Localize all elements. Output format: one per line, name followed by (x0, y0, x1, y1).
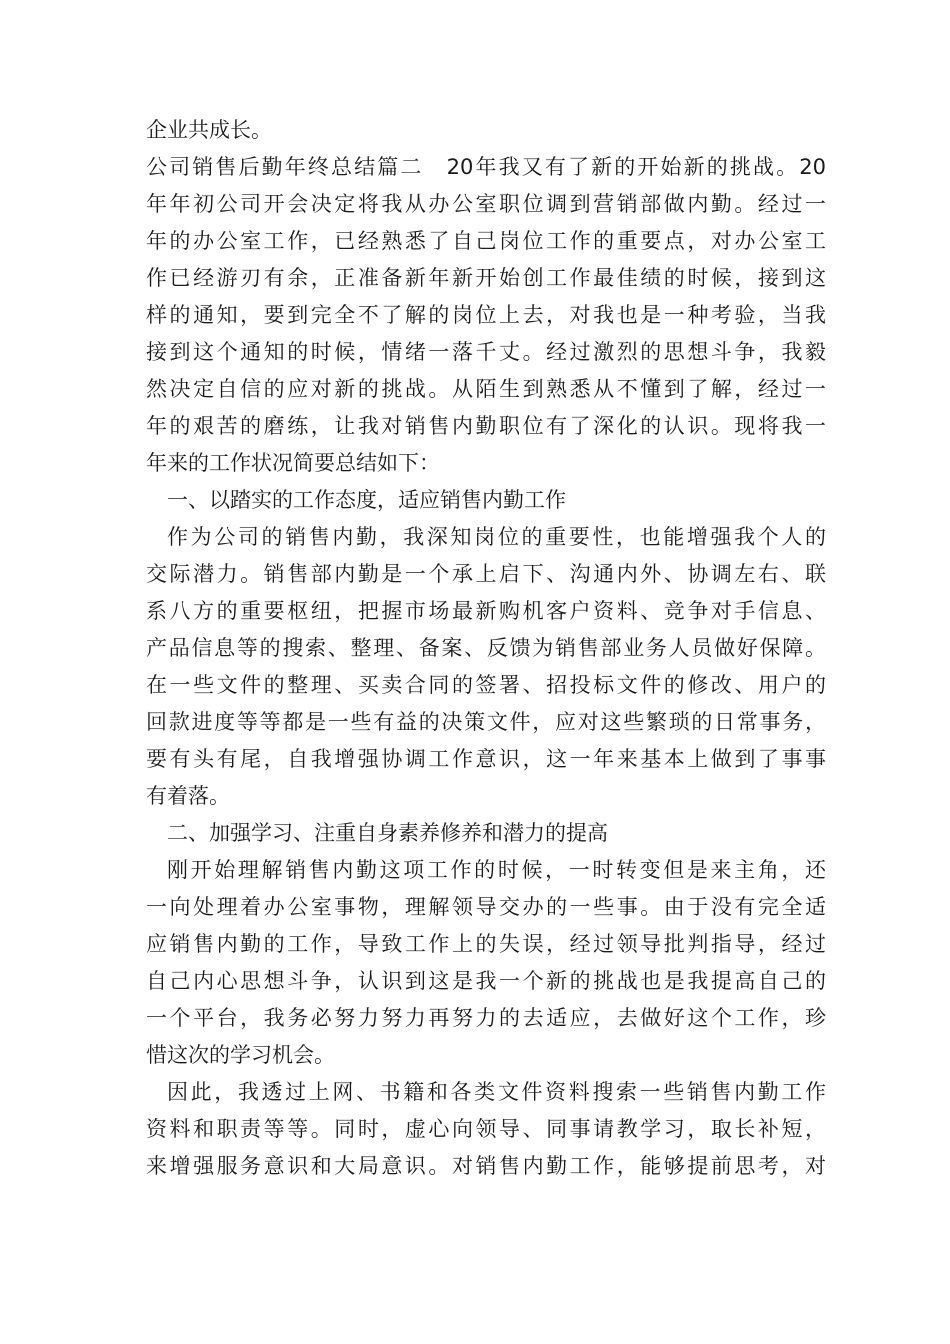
text-line: 刚开始理解销售内勤这项工作的时候，一时转变但是来主角，还 (167, 858, 826, 882)
text-line: 系八方的重要枢纽，把握市场最新购机客户资料、竞争对手信息、 (146, 599, 826, 623)
text-line: 自己内心思想斗争，认识到这是我一个新的挑战也是我提高自己的 (146, 969, 826, 993)
section-heading: 二、加强学习、注重自身素养修养和潜力的提高 (167, 821, 608, 845)
text-line: 年来的工作状况简要总结如下： (146, 451, 440, 475)
text-line: 作已经游刃有余，正准备新年新开始创工作最佳绩的时候，接到这 (146, 266, 826, 290)
text-line: 惜这次的学习机会。 (146, 1043, 335, 1067)
text-line: 有着落。 (146, 784, 230, 808)
text-line: 接到这个通知的时候，情绪一落千丈。经过激烈的思想斗争，我毅 (146, 340, 826, 364)
text-line: 产品信息等的搜索、整理、备案、反馈为销售部业务人员做好保障。 (146, 636, 826, 660)
text-line: 回款进度等等都是一些有益的决策文件，应对这些繁琐的日常事务， (146, 710, 826, 734)
text-line: 企业共成长。 (146, 118, 272, 142)
text-line: 年的办公室工作，已经熟悉了自己岗位工作的重要点，对办公室工 (146, 229, 826, 253)
text-line: 年年初公司开会决定将我从办公室职位调到营销部做内勤。经过一 (146, 192, 826, 216)
text-line: 一向处理着办公室事物，理解领导交办的一些事。由于没有完全适 (146, 895, 826, 919)
text-line: 应销售内勤的工作，导致工作上的失误，经过领导批判指导，经过 (146, 932, 826, 956)
text-line: 公司销售后勤年终总结篇二 20年我又有了新的开始新的挑战。20 (146, 155, 826, 179)
text-line: 交际潜力。销售部内勤是一个承上启下、沟通内外、协调左右、联 (146, 562, 826, 586)
section-heading: 一、以踏实的工作态度，适应销售内勤工作 (167, 488, 566, 512)
text-line: 要有头有尾，自我增强协调工作意识，这一年来基本上做到了事事 (146, 747, 826, 771)
text-line: 在一些文件的整理、买卖合同的签署、招投标文件的修改、用户的 (146, 673, 826, 697)
text-line: 一个平台，我务必努力努力再努力的去适应，去做好这个工作，珍 (146, 1006, 826, 1030)
text-line: 来增强服务意识和大局意识。对销售内勤工作，能够提前思考，对 (146, 1154, 826, 1178)
text-line: 资料和职责等等。同时，虚心向领导、同事请教学习，取长补短， (146, 1117, 826, 1141)
text-line: 作为公司的销售内勤，我深知岗位的重要性，也能增强我个人的 (167, 525, 826, 549)
text-line: 样的通知，要到完全不了解的岗位上去，对我也是一种考验，当我 (146, 303, 826, 327)
text-line: 因此，我透过上网、书籍和各类文件资料搜索一些销售内勤工作 (167, 1080, 826, 1104)
text-line: 然决定自信的应对新的挑战。从陌生到熟悉从不懂到了解，经过一 (146, 377, 826, 401)
text-line: 年的艰苦的磨练，让我对销售内勤职位有了深化的认识。现将我一 (146, 414, 826, 438)
document-body (146, 112, 826, 1185)
